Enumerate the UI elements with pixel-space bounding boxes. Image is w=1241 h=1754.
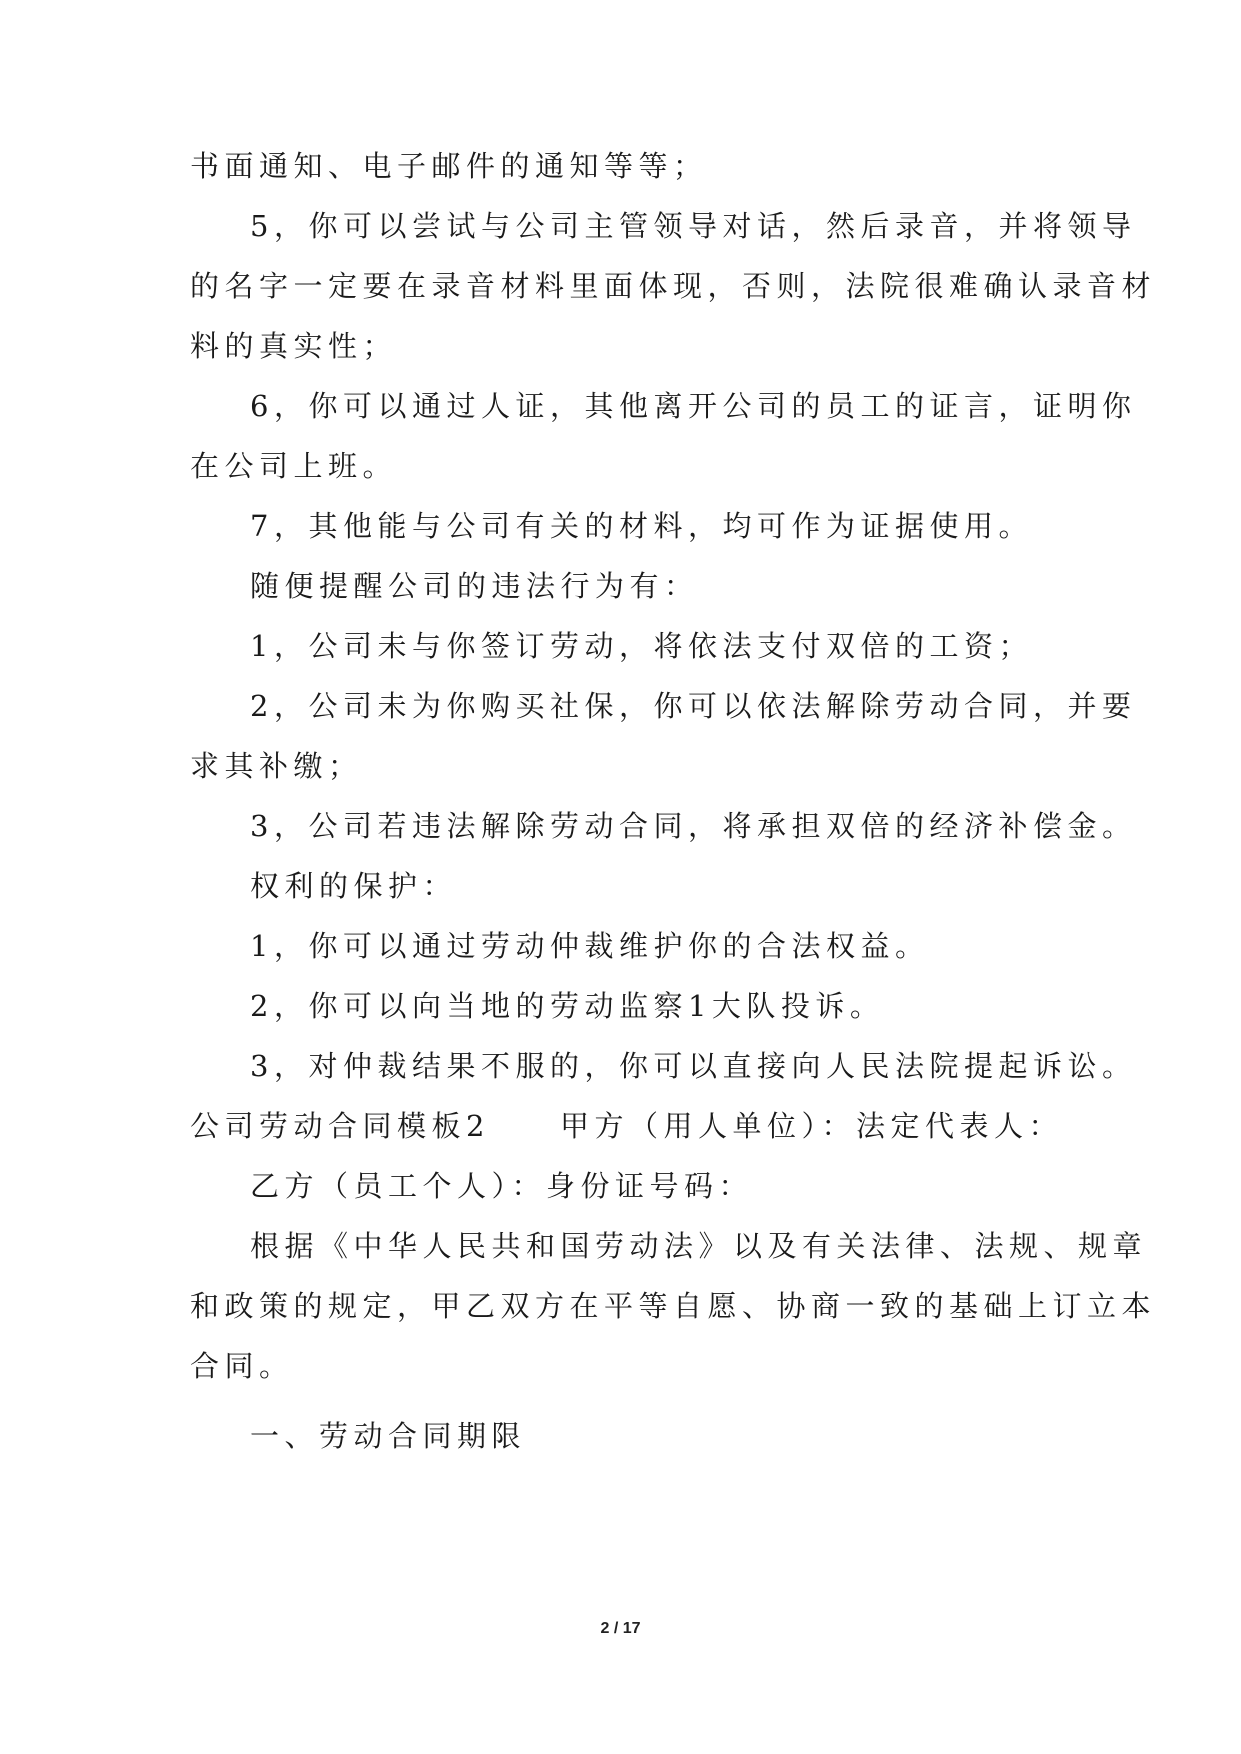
paragraph-line: 随便提醒公司的违法行为有： <box>250 569 699 603</box>
paragraph-line: 合同。 <box>190 1349 294 1383</box>
paragraph-line: 料的真实性； <box>190 329 398 363</box>
paragraph-line: 书面通知、电子邮件的通知等等； <box>190 149 708 183</box>
party-b-line <box>250 1168 753 1204</box>
id-number-label: 身份证号码： <box>546 1169 754 1203</box>
paragraph-line: 权利的保护： <box>250 869 458 903</box>
paragraph-line: 6，你可以通过人证，其他离开公司的员工的证言，证明你 <box>250 389 1137 423</box>
paragraph-line: 5，你可以尝试与公司主管领导对话，然后录音，并将领导 <box>250 209 1137 243</box>
legal-rep-label: 法定代表人： <box>855 1109 1063 1143</box>
page-number: 2 / 17 <box>600 1620 641 1637</box>
template-heading: 公司劳动合同模板2 <box>190 1109 490 1143</box>
paragraph-line: 2，公司未为你购买社保，你可以依法解除劳动合同，并要 <box>250 689 1137 723</box>
paragraph-line: 和政策的规定，甲乙双方在平等自愿、协商一致的基础上订立本 <box>190 1289 1157 1323</box>
paragraph-line: 3，对仲裁结果不服的，你可以直接向人民法院提起诉讼。 <box>250 1049 1137 1083</box>
paragraph-line: 3，公司若违法解除劳动合同，将承担双倍的经济补偿金。 <box>250 809 1137 843</box>
paragraph-line: 求其补缴； <box>190 749 363 783</box>
paragraph-line: 2，你可以向当地的劳动监察1大队投诉。 <box>250 989 885 1023</box>
paragraph-line: 在公司上班。 <box>190 449 398 483</box>
paragraph-line: 7，其他能与公司有关的材料，均可作为证据使用。 <box>250 509 1033 543</box>
paragraph-line: 1，公司未与你签订劳动，将依法支付双倍的工资； <box>250 629 1033 663</box>
contract-header-line <box>190 1108 1063 1144</box>
party-b-label: 乙方（员工个人）： <box>250 1169 547 1203</box>
paragraph-line: 根据《中华人民共和国劳动法》以及有关法律、法规、规章 <box>250 1229 1148 1263</box>
party-a-label: 甲方（用人单位）： <box>559 1109 856 1143</box>
paragraph-line: 的名字一定要在录音材料里面体现，否则，法院很难确认录音材 <box>190 269 1157 303</box>
paragraph-line: 1，你可以通过劳动仲裁维护你的合法权益。 <box>250 929 930 963</box>
section-heading: 一、劳动合同期限 <box>250 1419 527 1453</box>
